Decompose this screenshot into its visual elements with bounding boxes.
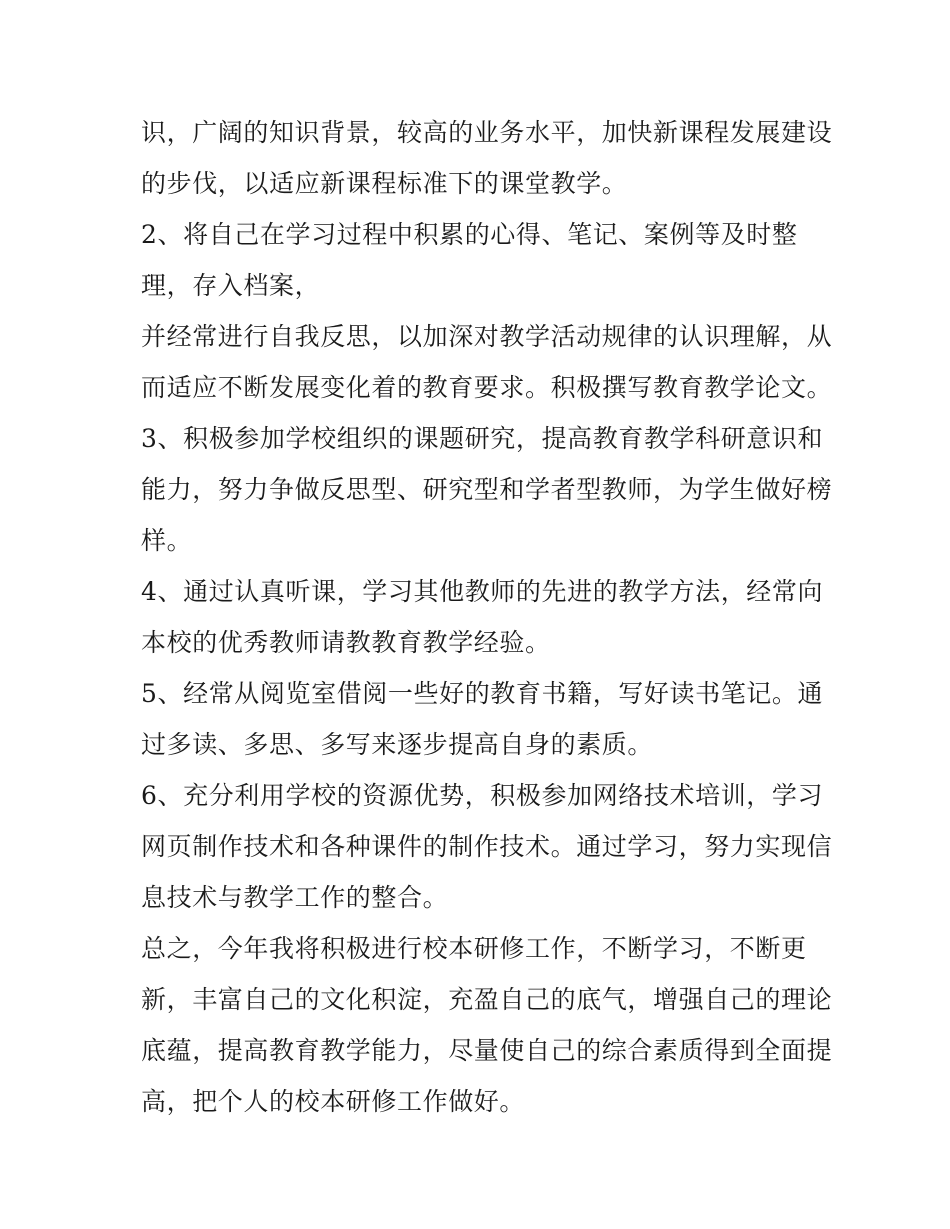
text-line: 能力，努力争做反思型、研究型和学者型教师，为学生做好榜 <box>141 475 833 504</box>
text-line: 2、将自己在学习过程中积累的心得、笔记、案例等及时整 <box>141 220 798 249</box>
text-line: 的步伐，以适应新课程标准下的课堂教学。 <box>141 169 628 198</box>
text-line: 新，丰富自己的文化积淀，充盈自己的底气，增强自己的理论 <box>141 985 833 1014</box>
text-line: 本校的优秀教师请教教育教学经验。 <box>141 628 551 657</box>
text-line: 识，广阔的知识背景，较高的业务水平，加快新课程发展建设 <box>141 118 833 147</box>
text-line: 底蕴，提高教育教学能力，尽量使自己的综合素质得到全面提 <box>141 1036 833 1065</box>
text-line: 3、积极参加学校组织的课题研究，提高教育教学科研意识和 <box>141 424 824 453</box>
text-line: 网页制作技术和各种课件的制作技术。通过学习，努力实现信 <box>141 832 833 861</box>
text-line: 而适应不断发展变化着的教育要求。积极撰写教育教学论文。 <box>141 373 833 402</box>
text-line: 样。 <box>141 526 193 555</box>
text-line: 4、通过认真听课，学习其他教师的先进的教学方法，经常向 <box>141 577 824 606</box>
text-line: 6、充分利用学校的资源优势，积极参加网络技术培训，学习 <box>141 781 824 810</box>
document-body <box>141 107 833 1127</box>
text-line: 理，存入档案， <box>141 271 321 300</box>
text-line: 并经常进行自我反思，以加深对教学活动规律的认识理解，从 <box>141 322 833 351</box>
text-line: 总之，今年我将积极进行校本研修工作，不断学习，不断更 <box>141 934 807 963</box>
text-line: 5、经常从阅览室借阅一些好的教育书籍，写好读书笔记。通 <box>141 679 824 708</box>
text-line: 息技术与教学工作的整合。 <box>141 883 449 912</box>
text-line: 高，把个人的校本研修工作做好。 <box>141 1087 526 1116</box>
text-line: 过多读、多思、多写来逐步提高自身的素质。 <box>141 730 654 759</box>
